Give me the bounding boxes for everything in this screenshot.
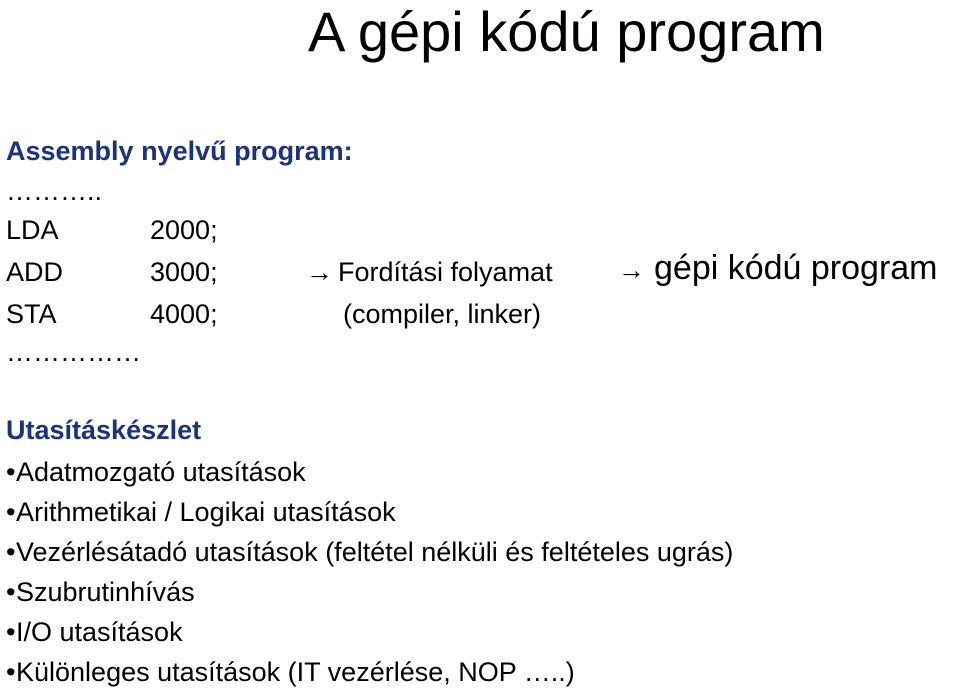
list-item bbox=[6, 456, 733, 496]
list-item-text: Arithmetikai / Logikai utasítások bbox=[16, 497, 396, 527]
list-item bbox=[6, 536, 733, 576]
bullet-icon: • bbox=[6, 617, 16, 647]
code-operand-sta: 4000; bbox=[150, 299, 218, 329]
list-item-text: Különleges utasítások (IT vezérlése, NOP …..) bbox=[16, 657, 575, 687]
compile-flow bbox=[306, 256, 553, 288]
list-item-text: I/O utasítások bbox=[16, 617, 183, 647]
list-item bbox=[6, 496, 733, 536]
code-mnemonic-add: ADD bbox=[6, 257, 64, 287]
list-item bbox=[6, 616, 733, 656]
compile-process-label: Fordítási folyamat bbox=[338, 257, 553, 287]
code-operand-add: 3000; bbox=[150, 257, 218, 287]
list-item-text: Vezérlésátadó utasítások (feltétel nélküli és feltételes ugrás) bbox=[16, 537, 734, 567]
code-operand-lda: 2000; bbox=[150, 215, 218, 245]
list-item bbox=[6, 576, 733, 616]
instruction-set-heading: Utasításkészlet bbox=[6, 415, 202, 445]
bullet-icon: • bbox=[6, 497, 16, 527]
arrow-right-icon: → bbox=[618, 255, 645, 285]
bullet-icon: • bbox=[6, 537, 16, 567]
code-ellipsis-bottom: …………… bbox=[6, 337, 141, 367]
code-mnemonic-sta: STA bbox=[6, 299, 57, 329]
list-item bbox=[6, 656, 733, 696]
compile-result-label: gépi kódú program bbox=[654, 249, 938, 287]
page-title: A gépi kódú program bbox=[308, 0, 825, 63]
list-item-text: Adatmozgató utasítások bbox=[16, 457, 306, 487]
instruction-list bbox=[6, 456, 733, 696]
code-mnemonic-lda: LDA bbox=[6, 215, 59, 245]
bullet-icon: • bbox=[6, 577, 16, 607]
arrow-right-icon: → bbox=[306, 257, 333, 287]
compile-tools-label: (compiler, linker) bbox=[343, 299, 542, 329]
bullet-icon: • bbox=[6, 457, 16, 487]
assembly-heading: Assembly nyelvű program: bbox=[6, 136, 353, 166]
bullet-icon: • bbox=[6, 657, 16, 687]
code-ellipsis-top: ……….. bbox=[6, 176, 103, 206]
list-item-text: Szubrutinhívás bbox=[16, 577, 195, 607]
compile-result bbox=[618, 248, 938, 290]
